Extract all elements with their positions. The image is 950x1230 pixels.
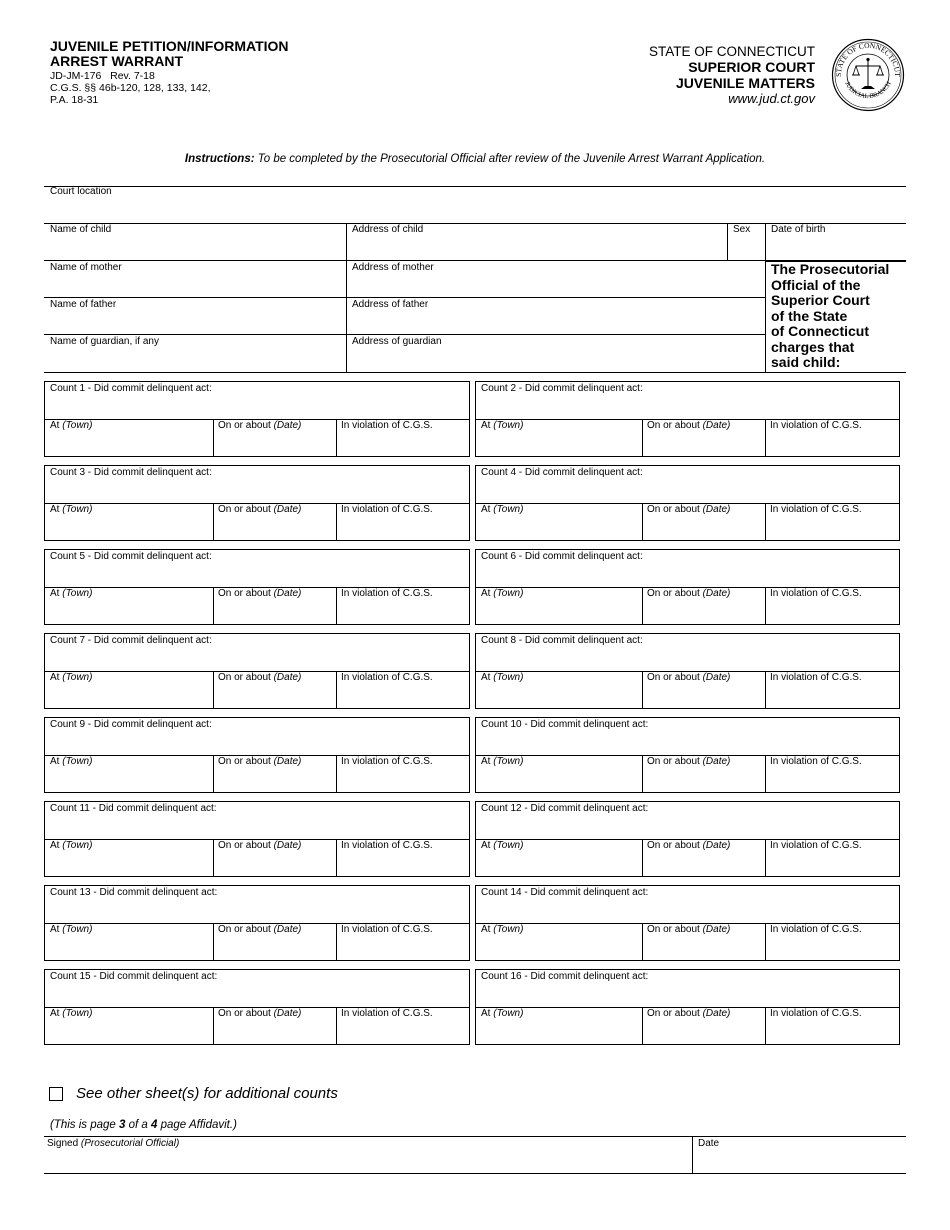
count-block-12	[475, 801, 900, 877]
count-town-label: At (Town)	[50, 1008, 93, 1019]
count-town-input[interactable]	[45, 517, 213, 540]
count-town-input[interactable]	[45, 1021, 213, 1044]
count-town-input[interactable]	[476, 769, 642, 792]
count-date-input[interactable]	[643, 601, 765, 624]
count-block-2	[475, 381, 900, 457]
count-town-label: At (Town)	[481, 504, 524, 515]
count-act-input[interactable]	[476, 479, 899, 502]
grid-line-father	[44, 334, 766, 335]
name-of-child-label: Name of child	[50, 224, 112, 235]
count-date-label: On or about (Date)	[647, 504, 731, 515]
count-block-13	[44, 885, 470, 961]
count-date-label: On or about (Date)	[647, 588, 731, 599]
count-block-10	[475, 717, 900, 793]
signature-top-line	[44, 1136, 906, 1137]
count-violation-input[interactable]	[337, 517, 469, 540]
count-title: Count 16 - Did commit delinquent act:	[481, 971, 649, 982]
name-of-father-label: Name of father	[50, 299, 117, 310]
count-town-label: At (Town)	[50, 588, 93, 599]
count-act-input[interactable]	[45, 395, 469, 418]
count-town-label: At (Town)	[50, 672, 93, 683]
count-violation-label: In violation of C.G.S.	[770, 420, 862, 431]
count-date-input[interactable]	[643, 853, 765, 876]
address-of-child-input[interactable]	[347, 237, 726, 259]
count-date-input[interactable]	[643, 685, 765, 708]
count-act-input[interactable]	[45, 983, 469, 1006]
count-act-input[interactable]	[45, 899, 469, 922]
see-other-sheets-checkbox[interactable]	[49, 1087, 63, 1101]
statutes-line2: P.A. 18-31	[50, 94, 99, 106]
count-town-label: At (Town)	[50, 840, 93, 851]
count-date-input[interactable]	[214, 937, 336, 960]
count-block-4	[475, 465, 900, 541]
count-violation-input[interactable]	[337, 853, 469, 876]
count-date-label: On or about (Date)	[218, 588, 302, 599]
count-town-label: At (Town)	[50, 756, 93, 767]
form-title-line1: JUVENILE PETITION/INFORMATION	[50, 38, 289, 54]
statutes-line1: C.G.S. §§ 46b-120, 128, 133, 142,	[50, 82, 211, 94]
name-of-child-input[interactable]	[45, 237, 345, 259]
count-act-input[interactable]	[476, 731, 899, 754]
count-title: Count 4 - Did commit delinquent act:	[481, 467, 643, 478]
count-town-label: At (Town)	[481, 672, 524, 683]
count-town-input[interactable]	[45, 769, 213, 792]
count-violation-label: In violation of C.G.S.	[770, 756, 862, 767]
count-block-3	[44, 465, 470, 541]
name-of-mother-label: Name of mother	[50, 262, 122, 273]
count-town-input[interactable]	[45, 601, 213, 624]
count-violation-input[interactable]	[337, 601, 469, 624]
signature-input[interactable]	[45, 1150, 691, 1172]
count-act-input[interactable]	[476, 815, 899, 838]
court-location-label: Court location	[50, 186, 112, 197]
count-title: Count 3 - Did commit delinquent act:	[50, 467, 212, 478]
count-date-input[interactable]	[643, 1021, 765, 1044]
count-town-label: At (Town)	[50, 420, 93, 431]
date-of-birth-input[interactable]	[766, 237, 906, 259]
count-title: Count 14 - Did commit delinquent act:	[481, 887, 649, 898]
count-violation-label: In violation of C.G.S.	[341, 588, 433, 599]
count-title: Count 1 - Did commit delinquent act:	[50, 383, 212, 394]
address-of-father-input[interactable]	[347, 311, 764, 333]
svg-text:STATE OF CONNECTICUT: STATE OF CONNECTICUT	[833, 40, 903, 77]
count-town-label: At (Town)	[50, 924, 93, 935]
count-act-input[interactable]	[45, 647, 469, 670]
count-violation-input[interactable]	[337, 433, 469, 456]
count-block-6	[475, 549, 900, 625]
court-name-line2: JUVENILE MATTERS	[676, 75, 815, 91]
count-date-label: On or about (Date)	[647, 1008, 731, 1019]
count-title: Count 9 - Did commit delinquent act:	[50, 719, 212, 730]
count-town-input[interactable]	[45, 937, 213, 960]
count-block-14	[475, 885, 900, 961]
count-violation-input[interactable]	[766, 937, 899, 960]
count-block-11	[44, 801, 470, 877]
signature-date-input[interactable]	[693, 1150, 905, 1172]
count-block-5	[44, 549, 470, 625]
charges-statement: The Prosecutorial Official of the Superior Court of the State of Connecticut charges that said child:	[771, 261, 890, 370]
count-violation-input[interactable]	[766, 517, 899, 540]
count-violation-input[interactable]	[337, 685, 469, 708]
count-block-15	[44, 969, 470, 1045]
court-name-line1: SUPERIOR COURT	[688, 59, 815, 75]
count-date-input[interactable]	[214, 517, 336, 540]
form-revision: Rev. 7-18	[110, 70, 155, 82]
count-town-label: At (Town)	[481, 588, 524, 599]
count-town-label: At (Town)	[50, 504, 93, 515]
count-date-label: On or about (Date)	[647, 840, 731, 851]
name-of-guardian-label: Name of guardian, if any	[50, 336, 159, 347]
count-title: Count 6 - Did commit delinquent act:	[481, 551, 643, 562]
count-date-label: On or about (Date)	[218, 672, 302, 683]
count-violation-input[interactable]	[337, 1021, 469, 1044]
name-of-guardian-input[interactable]	[45, 348, 345, 371]
count-violation-label: In violation of C.G.S.	[770, 924, 862, 935]
grid-bottom-line	[44, 372, 906, 373]
count-violation-input[interactable]	[337, 769, 469, 792]
address-of-guardian-input[interactable]	[347, 348, 764, 371]
address-of-father-label: Address of father	[352, 299, 429, 310]
address-of-mother-label: Address of mother	[352, 262, 434, 273]
instructions-lead: Instructions:	[184, 153, 255, 165]
count-title: Count 7 - Did commit delinquent act:	[50, 635, 212, 646]
count-town-input[interactable]	[476, 517, 642, 540]
count-town-input[interactable]	[476, 937, 642, 960]
count-block-8	[475, 633, 900, 709]
website: www.jud.ct.gov	[728, 91, 815, 106]
count-town-input[interactable]	[45, 853, 213, 876]
address-of-child-label: Address of child	[352, 224, 424, 235]
grid-top-line	[44, 186, 906, 187]
count-violation-input[interactable]	[766, 685, 899, 708]
count-date-input[interactable]	[643, 517, 765, 540]
count-town-input[interactable]	[476, 433, 642, 456]
count-date-label: On or about (Date)	[647, 924, 731, 935]
count-town-input[interactable]	[45, 685, 213, 708]
count-title: Count 5 - Did commit delinquent act:	[50, 551, 212, 562]
instructions-text: To be completed by the Prosecutorial Official after review of the Juvenile Arrest Warrant Application.	[254, 153, 766, 165]
count-title: Count 10 - Did commit delinquent act:	[481, 719, 649, 730]
count-town-label: At (Town)	[481, 840, 524, 851]
instructions	[0, 153, 950, 165]
count-violation-label: In violation of C.G.S.	[770, 588, 862, 599]
count-date-label: On or about (Date)	[218, 840, 302, 851]
count-violation-input[interactable]	[766, 853, 899, 876]
count-date-label: On or about (Date)	[647, 756, 731, 767]
count-title: Count 8 - Did commit delinquent act:	[481, 635, 643, 646]
court-location-input[interactable]	[44, 199, 906, 222]
count-date-label: On or about (Date)	[218, 924, 302, 935]
signed-label: Signed (Prosecutorial Official)	[47, 1138, 180, 1149]
count-violation-input[interactable]	[337, 937, 469, 960]
count-town-label: At (Town)	[481, 924, 524, 935]
signature-bottom-line	[44, 1173, 906, 1174]
address-of-guardian-label: Address of guardian	[352, 336, 442, 347]
count-violation-label: In violation of C.G.S.	[341, 756, 433, 767]
judicial-branch-seal	[831, 38, 905, 112]
page-info: (This is page 3 of a 4 page Affidavit.)	[50, 1119, 237, 1131]
form-number-line	[50, 70, 155, 82]
name-of-mother-input[interactable]	[45, 274, 345, 296]
count-town-input[interactable]	[476, 685, 642, 708]
count-date-input[interactable]	[214, 853, 336, 876]
count-date-input[interactable]	[214, 433, 336, 456]
count-violation-label: In violation of C.G.S.	[341, 420, 433, 431]
count-violation-label: In violation of C.G.S.	[341, 672, 433, 683]
svg-text:JUDICIAL BRANCH: JUDICIAL BRANCH	[843, 80, 893, 101]
count-date-label: On or about (Date)	[218, 504, 302, 515]
count-act-input[interactable]	[45, 731, 469, 754]
count-date-input[interactable]	[643, 433, 765, 456]
count-town-input[interactable]	[476, 1021, 642, 1044]
count-date-input[interactable]	[214, 769, 336, 792]
count-date-label: On or about (Date)	[218, 420, 302, 431]
count-act-input[interactable]	[45, 815, 469, 838]
count-violation-label: In violation of C.G.S.	[770, 504, 862, 515]
count-title: Count 13 - Did commit delinquent act:	[50, 887, 218, 898]
count-violation-label: In violation of C.G.S.	[770, 840, 862, 851]
count-town-input[interactable]	[476, 853, 642, 876]
count-date-label: On or about (Date)	[218, 1008, 302, 1019]
sex-label: Sex	[733, 224, 751, 235]
page-number: 3	[119, 1119, 126, 1131]
count-date-input[interactable]	[214, 1021, 336, 1044]
count-date-label: On or about (Date)	[647, 672, 731, 683]
count-town-input[interactable]	[476, 601, 642, 624]
count-town-label: At (Town)	[481, 756, 524, 767]
count-block-1	[44, 381, 470, 457]
signature-date-label: Date	[698, 1138, 720, 1149]
count-violation-label: In violation of C.G.S.	[341, 1008, 433, 1019]
count-act-input[interactable]	[45, 563, 469, 586]
count-date-input[interactable]	[214, 685, 336, 708]
count-block-9	[44, 717, 470, 793]
count-town-input[interactable]	[45, 433, 213, 456]
count-title: Count 12 - Did commit delinquent act:	[481, 803, 649, 814]
address-of-mother-input[interactable]	[347, 274, 764, 296]
count-title: Count 11 - Did commit delinquent act:	[50, 803, 217, 814]
count-violation-label: In violation of C.G.S.	[341, 840, 433, 851]
count-violation-label: In violation of C.G.S.	[770, 1008, 862, 1019]
count-date-label: On or about (Date)	[647, 420, 731, 431]
count-violation-input[interactable]	[766, 1021, 899, 1044]
count-act-input[interactable]	[45, 479, 469, 502]
count-town-label: At (Town)	[481, 420, 524, 431]
grid-line-mother	[44, 297, 766, 298]
state-name: STATE OF CONNECTICUT	[649, 44, 815, 59]
sex-input[interactable]	[728, 237, 764, 259]
count-date-input[interactable]	[214, 601, 336, 624]
count-violation-input[interactable]	[766, 601, 899, 624]
count-act-input[interactable]	[476, 899, 899, 922]
count-act-input[interactable]	[476, 983, 899, 1006]
grid-line-child	[44, 260, 766, 261]
form-title-line2: ARREST WARRANT	[50, 53, 183, 69]
count-violation-label: In violation of C.G.S.	[341, 924, 433, 935]
count-violation-input[interactable]	[766, 769, 899, 792]
count-act-input[interactable]	[476, 563, 899, 586]
count-violation-label: In violation of C.G.S.	[770, 672, 862, 683]
name-of-father-input[interactable]	[45, 311, 345, 333]
count-block-16	[475, 969, 900, 1045]
count-town-label: At (Town)	[481, 1008, 524, 1019]
count-violation-input[interactable]	[766, 433, 899, 456]
page-total: 4	[151, 1119, 158, 1131]
count-block-7	[44, 633, 470, 709]
form-number: JD-JM-176	[50, 70, 102, 82]
see-other-sheets-label: See other sheet(s) for additional counts	[76, 1085, 338, 1102]
count-title: Count 15 - Did commit delinquent act:	[50, 971, 218, 982]
count-act-input[interactable]	[476, 395, 899, 418]
count-date-input[interactable]	[643, 769, 765, 792]
count-violation-label: In violation of C.G.S.	[341, 504, 433, 515]
count-date-input[interactable]	[643, 937, 765, 960]
count-act-input[interactable]	[476, 647, 899, 670]
date-of-birth-label: Date of birth	[771, 224, 826, 235]
count-title: Count 2 - Did commit delinquent act:	[481, 383, 643, 394]
count-date-label: On or about (Date)	[218, 756, 302, 767]
